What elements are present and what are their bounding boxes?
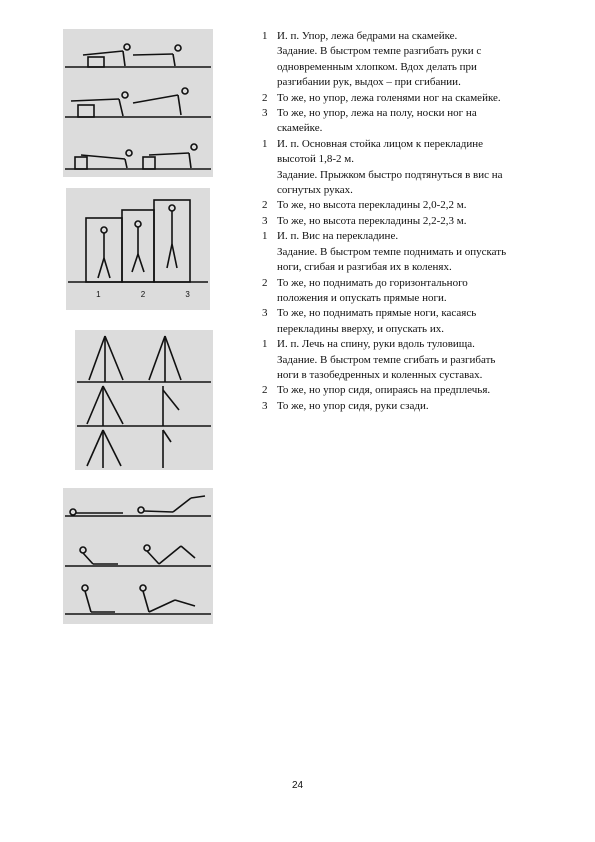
item-text: То же, но упор сидя, руки сзади. bbox=[277, 399, 429, 412]
item-text: То же, но высота перекладины 2,2-2,3 м. bbox=[277, 214, 467, 227]
task-text: Задание. В быстром темпе разгибать руки с одновременным хлопком. Вдох делать при разгибании рук, выдох – при сгибании. bbox=[277, 45, 482, 89]
figure-bar-label: 3 bbox=[185, 290, 190, 299]
task-text: Задание. В быстром темпе сгибать и разгибать ноги в тазобедренных и коленных суставах. bbox=[277, 353, 496, 381]
illustration-leg-raises bbox=[75, 330, 213, 470]
exercise-item bbox=[262, 306, 512, 337]
exercise-item bbox=[262, 91, 512, 106]
item-number: 2 bbox=[262, 199, 268, 212]
item-number: 1 bbox=[262, 137, 268, 150]
exercise-group bbox=[262, 137, 512, 229]
item-number: 3 bbox=[262, 107, 268, 120]
figure-bar-label: 2 bbox=[140, 290, 146, 299]
item-number: 3 bbox=[262, 214, 268, 227]
item-text: То же, но поднимать прямые ноги, касаясь перекладины вверху, и опускать их. bbox=[277, 307, 477, 335]
exercise-text-column bbox=[262, 29, 512, 414]
item-text: То же, но упор, лежа голенями ног на скамейке. bbox=[277, 91, 501, 104]
exercise-item bbox=[262, 399, 512, 414]
item-number: 1 bbox=[262, 30, 268, 42]
illustration-floor-leg-bends bbox=[63, 488, 213, 624]
item-number: 3 bbox=[262, 399, 268, 412]
exercise-group bbox=[262, 337, 512, 414]
exercise-item bbox=[262, 337, 512, 352]
figure-bar-label: 1 bbox=[96, 290, 101, 299]
item-text: То же, но поднимать до горизонтального положения и опускать прямые ноги. bbox=[277, 276, 468, 304]
item-number: 2 bbox=[262, 276, 268, 289]
exercise-item bbox=[262, 198, 512, 213]
page-number: 24 bbox=[291, 780, 304, 791]
exercise-item bbox=[262, 229, 512, 244]
item-text: И. п. Основная стойка лицом к перекладине высотой 1,8-2 м. bbox=[277, 137, 484, 166]
item-text: То же, но упор сидя, опираясь на предплечья. bbox=[277, 384, 491, 397]
exercise-item bbox=[262, 29, 512, 44]
task-text: Задание. В быстром темпе поднимать и опускать ноги, сгибая и разгибая их в коленях. bbox=[277, 245, 507, 274]
illustration-bar-jumps bbox=[66, 188, 210, 310]
item-number: 3 bbox=[262, 307, 268, 320]
exercise-item bbox=[262, 276, 512, 307]
exercise-item bbox=[262, 106, 512, 137]
exercise-item bbox=[262, 137, 512, 168]
exercise-item bbox=[262, 214, 512, 229]
item-text: То же, но упор, лежа на полу, носки ног на скамейке. bbox=[277, 107, 477, 135]
item-text: И. п. Упор, лежа бедрами на скамейке. bbox=[277, 30, 458, 42]
item-number: 1 bbox=[262, 230, 268, 243]
item-text: То же, но высота перекладины 2,0-2,2 м. bbox=[277, 199, 467, 212]
exercise-item bbox=[262, 383, 512, 398]
item-number: 2 bbox=[262, 384, 268, 397]
item-number: 2 bbox=[262, 91, 268, 104]
illustration-pushups-bench bbox=[63, 29, 213, 177]
task-text: Задание. Прыжком быстро подтянуться в вис на согнутых руках. bbox=[277, 168, 503, 197]
item-number: 1 bbox=[262, 338, 268, 351]
exercise-group bbox=[262, 29, 512, 137]
exercise-group bbox=[262, 229, 512, 337]
item-text: И. п. Лечь на спину, руки вдоль туловища. bbox=[277, 338, 475, 351]
item-text: И. п. Вис на перекладине. bbox=[277, 230, 399, 243]
